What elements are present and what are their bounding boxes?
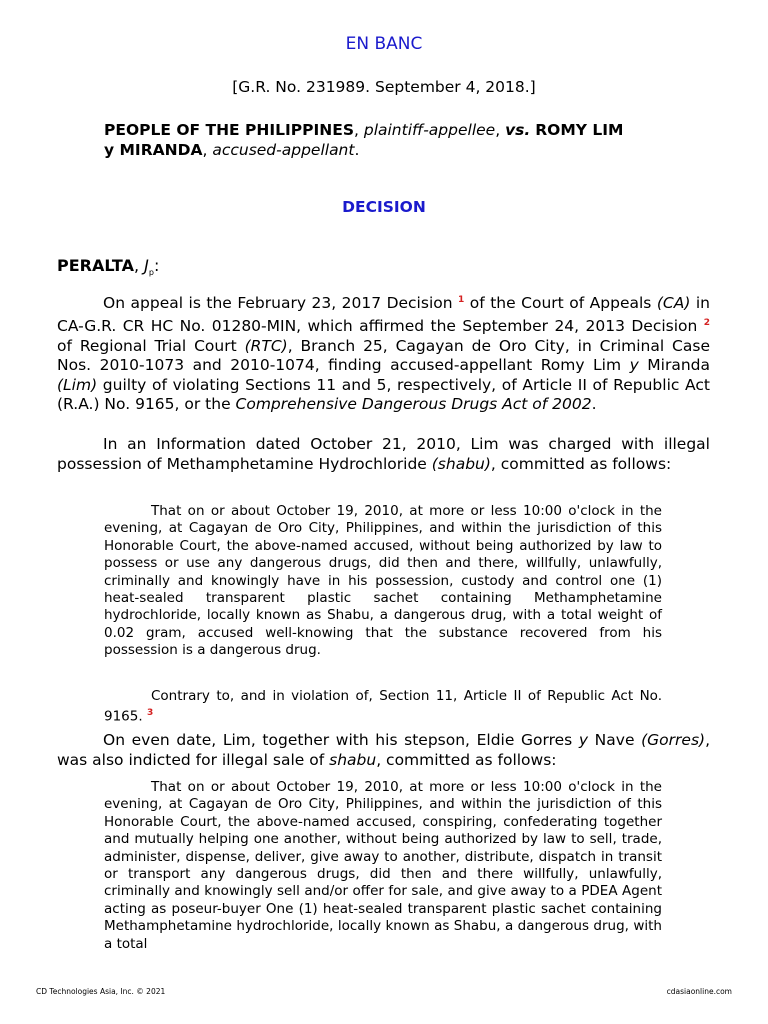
footnote-ref-2[interactable]: 2 (703, 317, 710, 328)
decision-heading: DECISION (342, 198, 426, 216)
case-parties: PEOPLE OF THE PHILIPPINES, plaintiff-appellee, vs. ROMY LIM y MIRANDA, accused-appellant. (104, 121, 624, 159)
plaintiff-name: PEOPLE OF THE PHILIPPINES (104, 121, 354, 139)
ponente-suffix: J (144, 256, 149, 275)
ponente-name: PERALTA (57, 256, 134, 275)
footer-site: cdasiaonline.com (666, 987, 732, 996)
footnote-ref-3[interactable]: 3 (146, 708, 154, 719)
footnote-ref-1[interactable]: 1 (458, 295, 465, 305)
versus-label: vs. (505, 121, 531, 139)
ponente-subscript: p (148, 268, 154, 278)
paragraph-information: In an Information dated October 21, 2010, Lim was charged with illegal possession of Methamphetamine Hydrochloride (shabu), committed as follows: (57, 435, 710, 473)
accused-name-second: y MIRANDA (104, 141, 203, 159)
quote-information-1: That on or about October 19, 2010, at more or less 10:00 o'clock in the evening, at Cagayan de Oro City, Philippines, and within the jurisdiction of this Honorable Court, the above-named accused, without being authorized by law to possess or use any dangerous drugs, did then and there, willfully, unlawfully, criminally and knowingly have in his possession, custody and control one (1) heat-sealed transparent plastic sachet containing Methamphetamine hydrochloride, locally known as Shabu, a dangerous drug, with a total weight of 0.02 gram, accused well-knowing that the substance recovered from his possession is a dangerous drug. (104, 503, 662, 659)
paragraph-appeal: On appeal is the February 23, 2017 Decision $^1$ of the Court of Appeals (CA) in CA-G.R. CR HC No. 01280-MIN, which affirmed the September 24, 2013 Decision $^2$ of Regional Trial Court (RTC), Branch 25, Cagayan de Oro City, in Criminal Case Nos. 2010-1073 and 2010-1074, finding accused-appellant Romy Lim y Miranda (Lim) guilty of violating Sections 11 and 5, respectively, of Article II of Republic Act (R.A.) No. 9165, or the Comprehensive Dangerous Drugs Act of 2002. (57, 294, 710, 414)
accused-role: accused-appellant (212, 141, 355, 159)
accused-name-first: ROMY LIM (535, 121, 624, 139)
paragraph-sale: On even date, Lim, together with his stepson, Eldie Gorres y Nave (Gorres), was also indicted for illegal sale of shabu, committed as follows: (57, 731, 711, 769)
court-division: EN BANC (345, 34, 423, 54)
case-number: [G.R. No. 231989. September 4, 2018.] (232, 78, 536, 96)
quote-information-2: That on or about October 19, 2010, at more or less 10:00 o'clock in the evening, at Cagayan de Oro City, Philippines, and within the jurisdiction of this Honorable Court, the above-named accused, conspiring, confederating together and mutually helping one another, without being authorized by law to sell, trade, administer, dispense, deliver, give away to another, distribute, dispatch in transit or transport any dangerous drugs, did then and there willfully, unlawfully, criminally and knowingly sell and/or offer for sale, and give away to a PDEA Agent acting as poseur-buyer One (1) heat-sealed transparent plastic sachet containing Methamphetamine hydrochloride, locally known as Shabu, a dangerous drug, with a total (104, 779, 662, 952)
ponente: PERALTA, $J_p$: (57, 256, 160, 278)
footer-copyright: CD Technologies Asia, Inc. © 2021 (36, 987, 166, 996)
plaintiff-role: plaintiff-appellee (363, 121, 496, 139)
quote-contrary: Contrary to, and in violation of, Section 11, Article II of Republic Act No. 9165. $^3$ (104, 688, 662, 725)
